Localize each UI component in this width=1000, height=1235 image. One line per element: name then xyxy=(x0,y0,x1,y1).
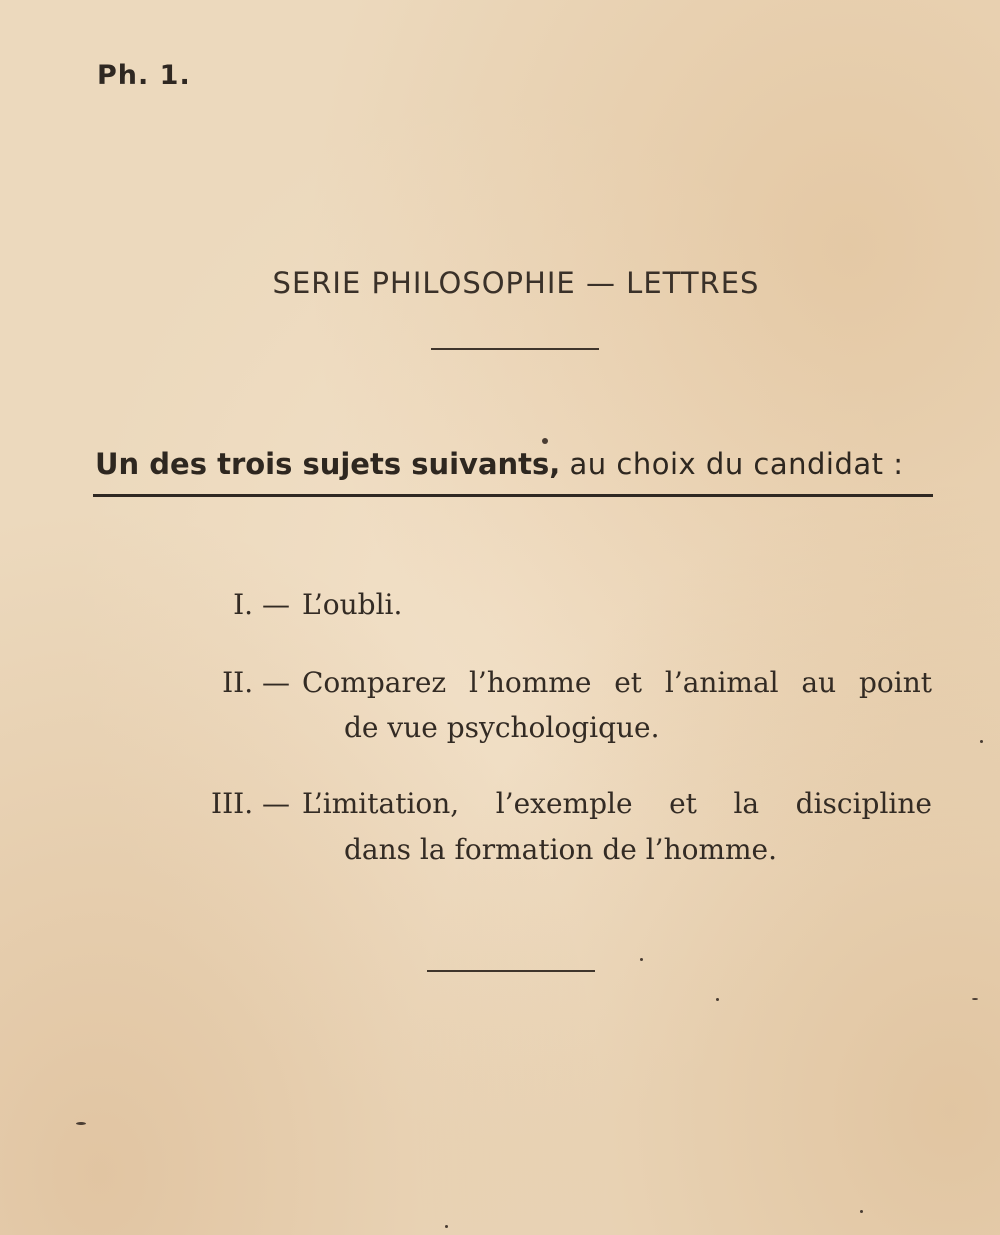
paper-speck xyxy=(542,438,548,444)
instruction-underline xyxy=(93,494,933,497)
paper-speck xyxy=(445,1225,448,1228)
subject-text-continued: de vue psychologique. xyxy=(344,711,660,744)
paper-speck xyxy=(76,1122,86,1125)
subject-text: Comparez l’homme et l’animal au point xyxy=(302,666,932,699)
page-reference: Ph. 1. xyxy=(97,60,191,91)
subject-number: III. — xyxy=(211,787,290,820)
paper-speck xyxy=(972,998,978,1000)
top-divider xyxy=(431,348,599,350)
subject-text: L’imitation, l’exemple et la discipline xyxy=(302,787,932,820)
instruction-line xyxy=(95,447,904,481)
instruction-bold: Un des trois sujets suivants, xyxy=(95,447,561,481)
bottom-divider xyxy=(427,970,595,972)
subject-text: L’oubli. xyxy=(302,588,403,621)
paper-speck xyxy=(860,1210,863,1213)
paper-speck xyxy=(640,958,643,961)
subject-number: II. — xyxy=(222,666,290,699)
subject-number: I. — xyxy=(233,588,290,621)
subject-text-continued: dans la formation de l’homme. xyxy=(344,833,778,866)
paper-speck xyxy=(716,998,719,1001)
instruction-normal: au choix du candidat : xyxy=(569,447,904,481)
series-title: SERIE PHILOSOPHIE — LETTRES xyxy=(272,266,760,300)
paper-speck xyxy=(980,740,983,743)
